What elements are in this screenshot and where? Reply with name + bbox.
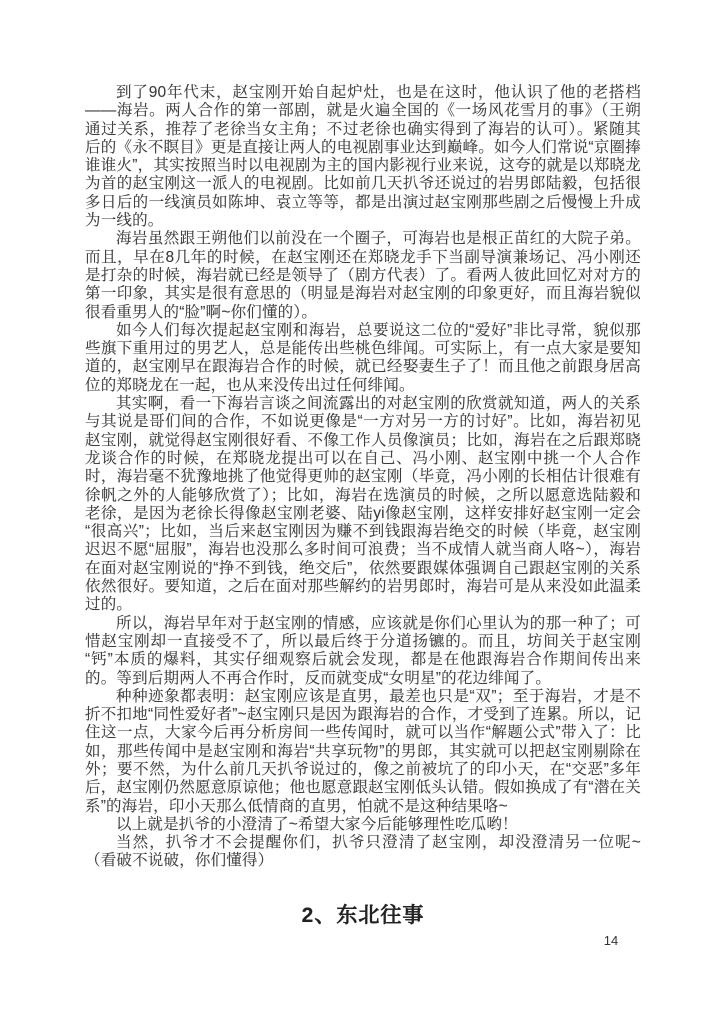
paragraph: 其实啊，看一下海岩言谈之间流露出的对赵宝刚的欣赏就知道，两人的关系与其说是哥们间的合作，不如说更像是“一方对另一方的讨好”。比如，海岩初见赵宝刚，就觉得赵宝刚很好看、不像工作人员像演员；比如，海岩在之后跟郑晓龙谈合作的时候，在郑晓龙提出可以在自己、冯小刚、赵宝刚中挑一个人合作时，海岩毫不犹豫地挑了他觉得更帅的赵宝刚（毕竟，冯小刚的长相估计很难有徐帆之外的人能够欣赏了）；比如，海岩在选演员的时候，之所以愿意选陆毅和老徐，是因为老徐长得像赵宝刚老婆、陆yi像赵宝刚，这样安排好赵宝刚一定会“很高兴”；比如，当后来赵宝刚因为赚不到钱跟海岩绝交的时候（毕竟，赵宝刚迟迟不愿“屈服”，海岩也没那么多时间可浪费；当不成情人就当商人咯~），海岩在面对赵宝刚说的“挣不到钱，绝交后”，依然要跟媒体强调自己跟赵宝刚的关系依然很好。要知道，之后在面对那些解约的岩男郎时，海岩可是从来没如此温柔过的。 [85, 395, 641, 614]
paragraph: 种种迹象都表明：赵宝刚应该是直男，最差也只是“双”；至于海岩，才是不折不扣地“同性爱好者”~赵宝刚只是因为跟海岩的合作，才受到了连累。所以，记住这一点，大家今后再分析房间一些传闻时，就可以当作“解题公式”带入了：比如，那些传闻中是赵宝刚和海岩“共享玩物”的男郎，其实就可以把赵宝刚剔除在外；要不然，为什么前几天扒爷说过的，像之前被坑了的印小天，在“交恶”多年后，赵宝刚仍然愿意原谅他；他也愿意跟赵宝刚低头认错。假如换成了有“潜在关系”的海岩，印小天那么低情商的直男，怕就不是这种结果咯~ [85, 687, 641, 815]
article-body [85, 84, 641, 929]
paragraph: 海岩虽然跟王朔他们以前没在一个圈子，可海岩也是根正苗红的大院子弟。而且，早在8几年的时候，在赵宝刚还在郑晓龙手下当副导演兼场记、冯小刚还是打杂的时候，海岩就已经是领导了（剧方代表）了。看两人彼此回忆对对方的第一印象，其实是很有意思的（明显是海岩对赵宝刚的印象更好，而且海岩貌似很看重男人的“脸”啊~你们懂的）。 [85, 230, 641, 321]
paragraph: 所以，海岩早年对于赵宝刚的情感，应该就是你们心里认为的那一种了；可惜赵宝刚却一直接受不了，所以最后终于分道扬镳的。而且，坊间关于赵宝刚“钙”本质的爆料，其实仔细观察后就会发现，都是在他跟海岩合作期间传出来的。等到后期两人不再合作时，反而就变成“女明星”的花边绯闻了。 [85, 614, 641, 687]
paragraph: 以上就是扒爷的小澄清了~希望大家今后能够理性吃瓜哟！ [116, 815, 518, 833]
page-number: 14 [603, 933, 619, 948]
paragraph: 如今人们每次提起赵宝刚和海岩，总要说这二位的“爱好”非比寻常，貌似那些旗下重用过的男艺人，总是能传出些桃色绯闻。可实际上，有一点大家是要知道的，赵宝刚早在跟海岩合作的时候，就已经娶妻生子了！而且他之前跟身居高位的郑晓龙在一起，也从来没传出过任何绯闻。 [85, 321, 641, 394]
section-heading: 2、东北往事 [301, 903, 425, 927]
paragraph: 当然，扒爷才不会提醒你们，扒爷只澄清了赵宝刚，却没澄清另一位呢~（看破不说破，你们懂得） [85, 834, 641, 870]
paragraph: 到了90年代末，赵宝刚开始自起炉灶，也是在这时，他认识了他的老搭档——海岩。两人合作的第一部剧，就是火遍全国的《一场风花雪月的事》（王朔通过关系，推荐了老徐当女主角；不过老徐也确实得到了海岩的认可）。紧随其后的《永不瞑目》更是直接让两人的电视剧事业达到巅峰。如今人们常说“京圈捧谁谁火”，其实按照当时以电视剧为主的国内影视行业来说，这夸的就是以郑晓龙为首的赵宝刚这一派人的电视剧。比如前几天扒爷还说过的岩男郎陆毅，包括很多日后的一线演员如陈坤、袁立等等，都是出演过赵宝刚那些剧之后慢慢上升成为一线的。 [85, 84, 641, 230]
